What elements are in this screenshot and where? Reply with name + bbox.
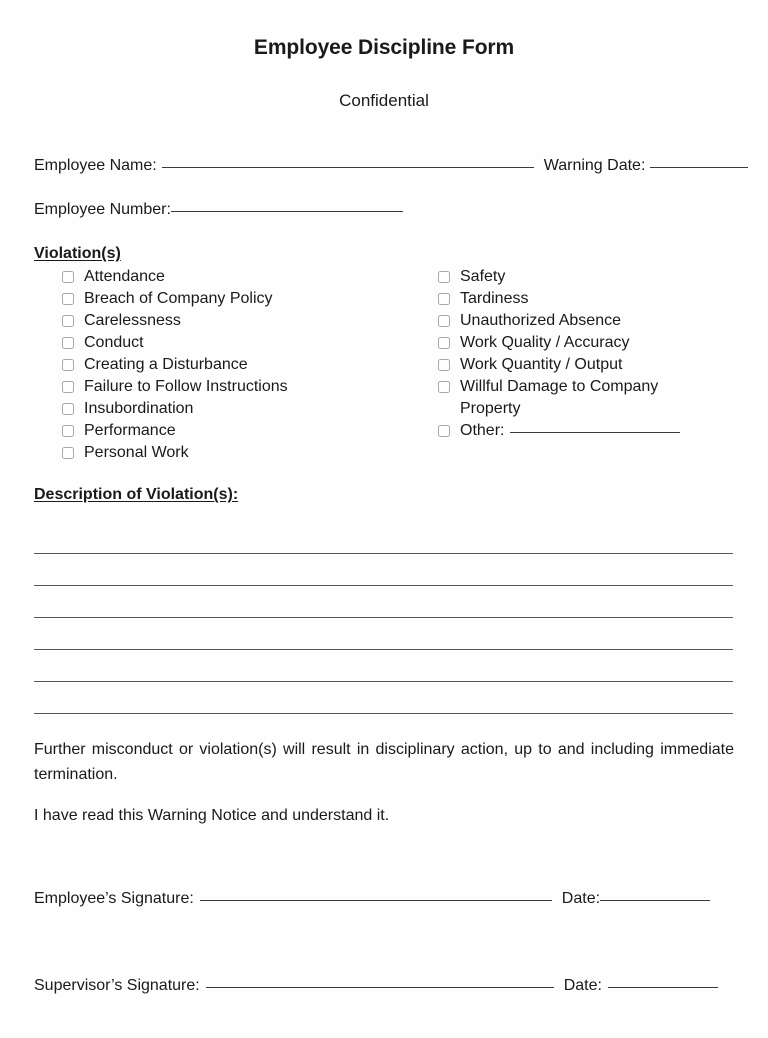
violation-item-performance[interactable] — [62, 420, 422, 442]
violation-item-failure-to-follow-instructions[interactable] — [62, 376, 422, 398]
violation-item-willful-damage-to-company-property[interactable] — [438, 376, 748, 420]
violation-label: Tardiness — [460, 290, 529, 307]
employee-number-input[interactable] — [171, 211, 403, 212]
employee-name-label: Employee Name: — [34, 157, 157, 174]
description-heading: Description of Violation(s): — [34, 486, 239, 503]
supervisor-signature-row — [34, 977, 718, 995]
checkbox-icon[interactable] — [438, 381, 450, 393]
description-line[interactable] — [34, 554, 733, 586]
violation-label: Attendance — [84, 268, 165, 285]
description-lines-area — [34, 522, 733, 714]
violation-label: Work Quantity / Output — [460, 356, 623, 373]
violation-label: Work Quality / Accuracy — [460, 334, 630, 351]
checkbox-icon[interactable] — [62, 359, 74, 371]
checkbox-icon[interactable] — [62, 271, 74, 283]
checkbox-icon[interactable] — [62, 403, 74, 415]
violation-item-breach-of-company-policy[interactable] — [62, 288, 422, 310]
description-line[interactable] — [34, 586, 733, 618]
violation-label — [460, 376, 748, 420]
employee-signature-input[interactable] — [200, 900, 552, 901]
violation-label: Personal Work — [84, 444, 189, 461]
description-line[interactable] — [34, 522, 733, 554]
violation-label: Creating a Disturbance — [84, 356, 248, 373]
checkbox-icon[interactable] — [62, 425, 74, 437]
violations-right-column — [438, 266, 748, 442]
violation-item-unauthorized-absence[interactable] — [438, 310, 748, 332]
checkbox-icon[interactable] — [438, 293, 450, 305]
employee-number-row — [34, 201, 403, 219]
acknowledgement-statement: I have read this Warning Notice and understand it. — [34, 807, 390, 824]
checkbox-icon[interactable] — [62, 447, 74, 459]
violation-label: Conduct — [84, 334, 144, 351]
checkbox-icon[interactable] — [62, 337, 74, 349]
checkbox-icon[interactable] — [62, 315, 74, 327]
description-line[interactable] — [34, 650, 733, 682]
violation-label: Safety — [460, 268, 506, 285]
violation-item-work-quantity-output[interactable] — [438, 354, 748, 376]
violation-label: Breach of Company Policy — [84, 290, 273, 307]
other-write-in-input[interactable] — [510, 432, 680, 433]
violation-label: Unauthorized Absence — [460, 312, 621, 329]
description-line[interactable] — [34, 618, 733, 650]
checkbox-icon[interactable] — [62, 381, 74, 393]
violation-item-conduct[interactable] — [62, 332, 422, 354]
warning-date-input[interactable] — [650, 167, 748, 168]
employee-signature-label: Employee’s Signature: — [34, 890, 194, 907]
violation-label: Failure to Follow Instructions — [84, 378, 288, 395]
employee-name-row — [34, 157, 748, 175]
checkbox-icon[interactable] — [62, 293, 74, 305]
violation-label-other — [460, 420, 748, 442]
violation-label: Performance — [84, 422, 176, 439]
supervisor-signature-input[interactable] — [206, 987, 554, 988]
page-title: Employee Discipline Form — [253, 36, 515, 59]
violation-item-personal-work[interactable] — [62, 442, 422, 464]
checkbox-icon[interactable] — [438, 337, 450, 349]
warning-statement: Further misconduct or violation(s) will result in disciplinary action, up to and including immediate termination. — [34, 741, 734, 783]
employee-number-label: Employee Number: — [34, 201, 171, 218]
other-label-text: Other: — [460, 422, 505, 439]
violation-item-work-quality-accuracy[interactable] — [438, 332, 748, 354]
employee-name-input[interactable] — [162, 167, 534, 168]
description-line[interactable] — [34, 682, 733, 714]
violation-item-tardiness[interactable] — [438, 288, 748, 310]
violations-heading: Violation(s) — [34, 245, 121, 262]
violation-label: Carelessness — [84, 312, 181, 329]
violation-label-line2: Property — [460, 400, 521, 417]
document-subtitle: Confidential — [339, 91, 429, 110]
checkbox-icon[interactable] — [438, 271, 450, 283]
employee-date-input[interactable] — [600, 900, 710, 901]
employee-date-label: Date: — [561, 890, 601, 907]
employee-signature-row — [34, 890, 710, 908]
violation-item-attendance[interactable] — [62, 266, 422, 288]
violation-item-carelessness[interactable] — [62, 310, 422, 332]
supervisor-signature-label: Supervisor’s Signature: — [34, 977, 200, 994]
warning-date-label: Warning Date: — [543, 157, 646, 174]
violation-label-line1: Willful Damage to Company — [460, 378, 659, 395]
supervisor-date-input[interactable] — [608, 987, 718, 988]
violation-item-creating-a-disturbance[interactable] — [62, 354, 422, 376]
checkbox-icon[interactable] — [438, 359, 450, 371]
violation-label: Insubordination — [84, 400, 194, 417]
violation-item-insubordination[interactable] — [62, 398, 422, 420]
violation-item-other[interactable] — [438, 420, 748, 442]
violations-left-column — [62, 266, 422, 464]
checkbox-icon[interactable] — [438, 315, 450, 327]
violation-item-safety[interactable] — [438, 266, 748, 288]
checkbox-icon[interactable] — [438, 425, 450, 437]
supervisor-date-label: Date: — [563, 977, 602, 994]
